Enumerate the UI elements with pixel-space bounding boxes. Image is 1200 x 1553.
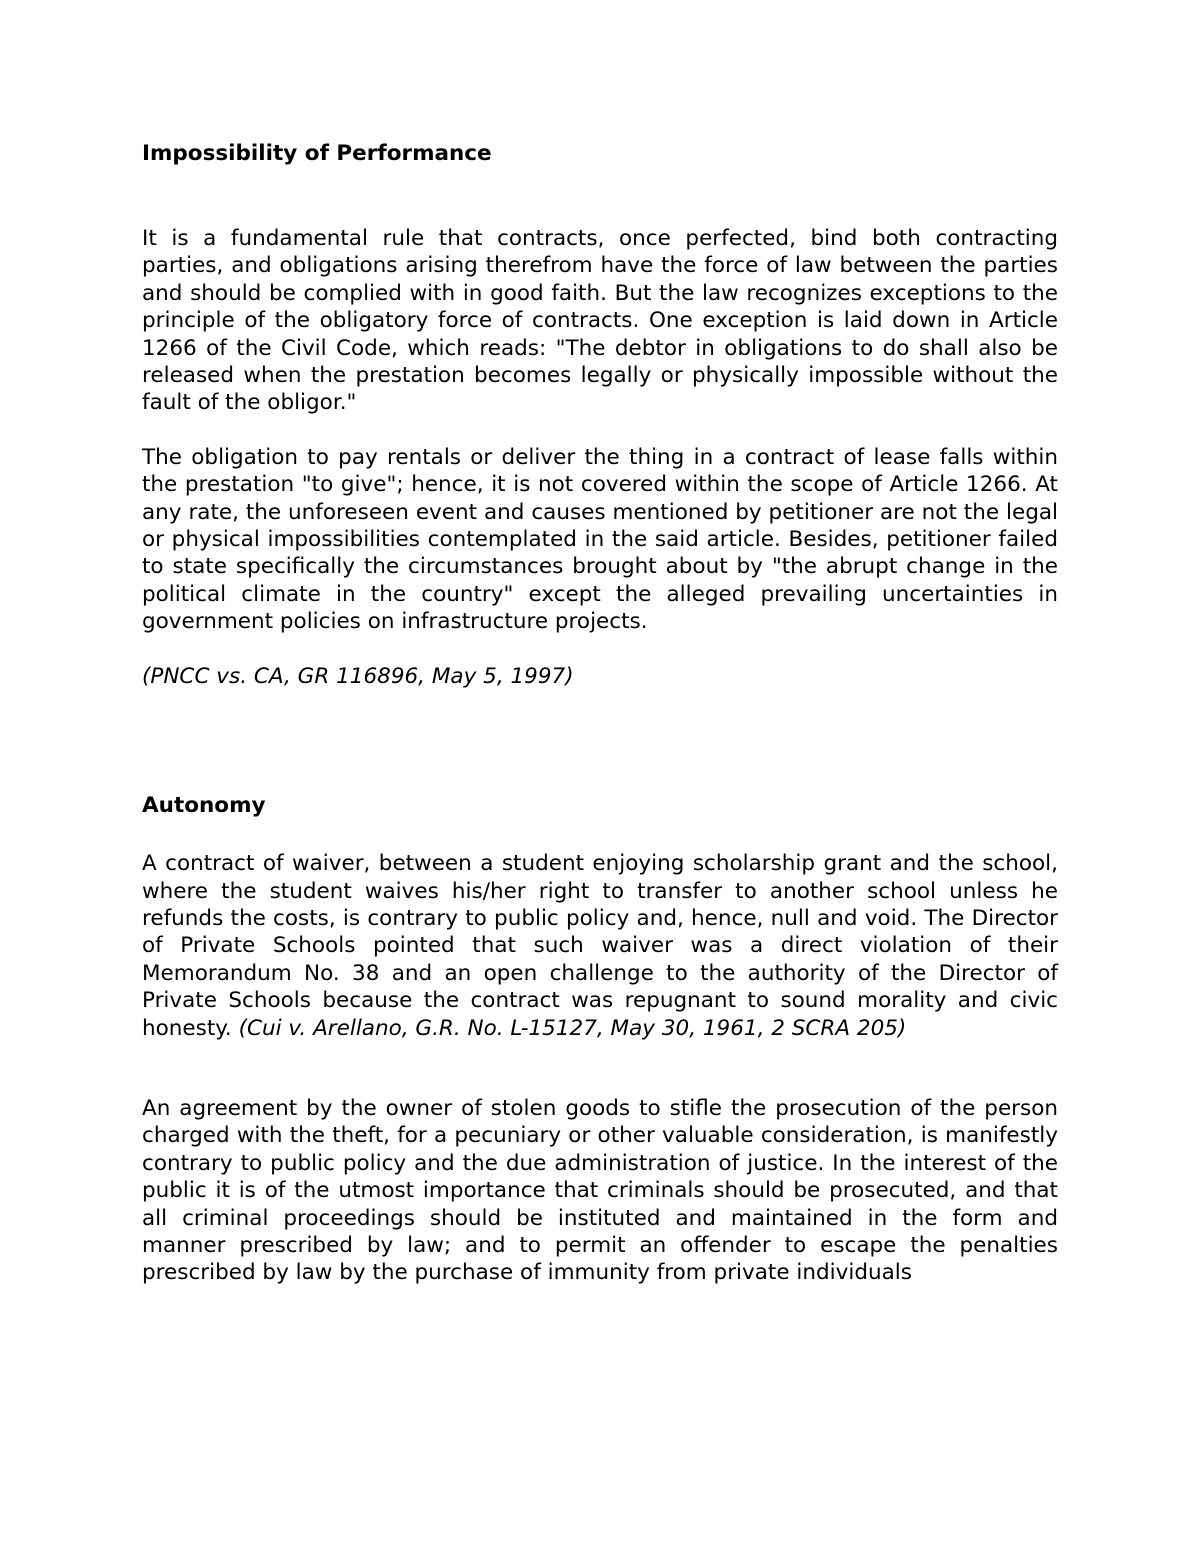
paragraph-waiver-text: A contract of waiver, between a student enjoying scholarship grant and the school, where the student waives his/her right to transfer to another school unless he refunds the costs, is contrary to public policy and, hence, null and void. The Director of Private Schools pointed that such waiver was a direct violation of their Memorandum No. 38 and an open challenge to the authority of the Director of Private Schools because the contract was repugnant to sound morality and civic honesty. [142,851,1058,1041]
paragraph-waiver-contract [142,850,1058,1042]
document-page [142,138,1058,1287]
section-heading-impossibility: Impossibility of Performance [142,141,492,166]
citation-cui: (Cui v. Arellano, G.R. No. L-15127, May 30, 1961, 2 SCRA 205) [238,1015,907,1041]
paragraph-stolen-goods: An agreement by the owner of stolen goods to stifle the prosecution of the person charged with the theft, for a pecuniary or other valuable consideration, is manifestly contrary to public policy and the due administration of justice. In the interest of the public it is of the utmost importance that criminals should be prosecuted, and that all criminal proceedings should be instituted and maintained in the form and manner prescribed by law; and to permit an offender to escape the penalties prescribed by law by the purchase of immunity from private individuals [142,1095,1058,1286]
section-heading-autonomy: Autonomy [142,793,266,819]
paragraph-obligatory-force: It is a fundamental rule that contracts, once perfected, bind both contracting parties, and obligations arising therefrom have the force of law between the parties and should be complied with in good faith. But the law recognizes exceptions to the principle of the obligatory force of contracts. One exception is laid down in Article 1266 of the Civil Code, which reads: "The debtor in obligations to do shall also be released when the prestation becomes legally or physically impossible without the fault of the obligor." [142,226,1058,416]
citation-pncc: (PNCC vs. CA, GR 116896, May 5, 1997) [142,663,574,689]
paragraph-lease-obligation: The obligation to pay rentals or deliver the thing in a contract of lease falls within the prestation "to give"; hence, it is not covered within the scope of Article 1266. At any rate, the unforeseen event and causes mentioned by petitioner are not the legal or physical impossibilities contemplated in the said article. Besides, petitioner failed to state specifically the circumstances brought about by "the abrupt change in the political climate in the country" except the alleged prevailing uncertainties in government policies on infrastructure projects. [142,444,1058,635]
